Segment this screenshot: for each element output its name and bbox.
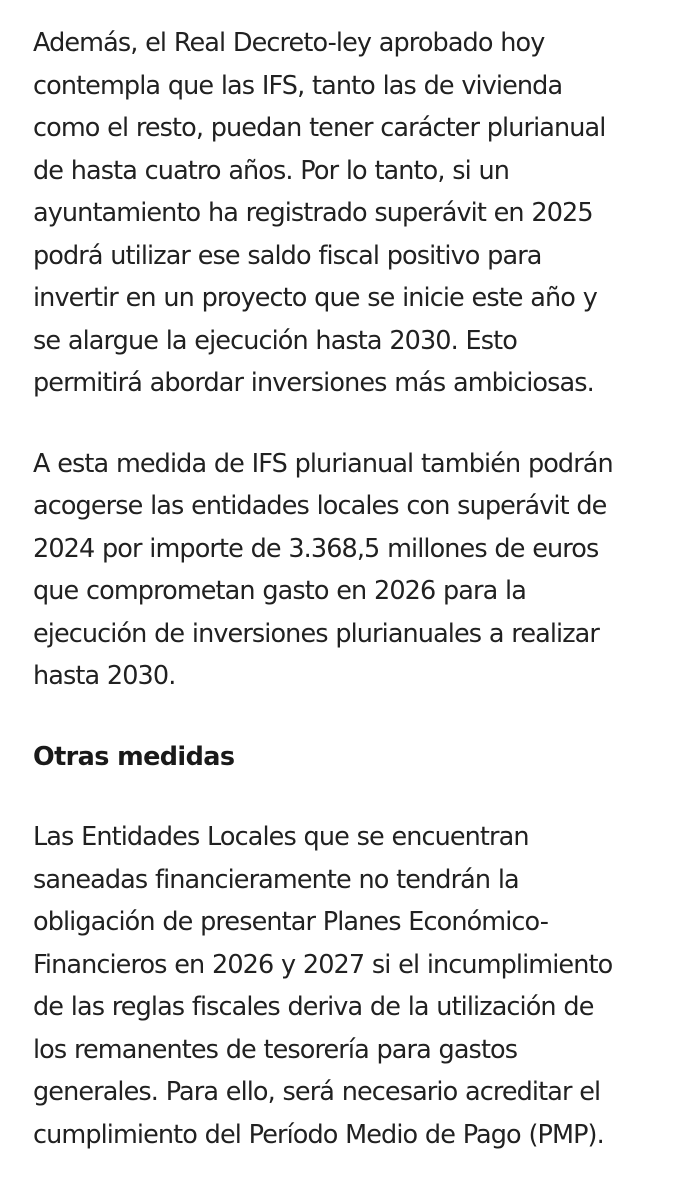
paragraph-line: ejecución de inversiones plurianuales a realizar	[33, 618, 599, 649]
section-heading: Otras medidas	[33, 741, 235, 772]
paragraph-line: generales. Para ello, será necesario acreditar el	[33, 1077, 601, 1107]
paragraph-line: permitirá abordar inversiones más ambiciosas.	[33, 368, 594, 398]
paragraph-line: de hasta cuatro años. Por lo tanto, si un	[33, 155, 510, 186]
paragraph-line: Además, el Real Decreto-ley aprobado hoy	[33, 28, 545, 58]
paragraph-line: obligación de presentar Planes Económico-	[33, 907, 549, 937]
paragraph-line: A esta medida de IFS plurianual también podrán	[33, 448, 613, 479]
paragraph-line: de las reglas fiscales deriva de la utilización de	[33, 992, 594, 1022]
paragraph-plurianual-ifs	[33, 22, 658, 405]
paragraph-line: Financieros en 2026 y 2027 si el incumplimiento	[33, 949, 613, 980]
paragraph-line: cumplimiento del Período Medio de Pago (PMP).	[33, 1119, 604, 1150]
paragraph-line: como el resto, puedan tener carácter plurianual	[33, 113, 606, 143]
paragraph-line: podrá utilizar ese saldo fiscal positivo para	[33, 240, 542, 271]
paragraph-line: se alargue la ejecución hasta 2030. Esto	[33, 325, 517, 356]
paragraph-otras-medidas	[33, 816, 658, 1156]
paragraph-line: 2024 por importe de 3.368,5 millones de euros	[33, 533, 599, 564]
paragraph-line: ayuntamiento ha registrado superávit en 2025	[33, 198, 593, 228]
paragraph-superavit-2024	[33, 443, 658, 698]
paragraph-line: contempla que las IFS, tanto las de vivienda	[33, 70, 563, 101]
paragraph-line: saneadas financieramente no tendrán la	[33, 864, 519, 895]
paragraph-line: acogerse las entidades locales con superávit de	[33, 491, 607, 521]
paragraph-line: hasta 2030.	[33, 661, 176, 691]
paragraph-line: que comprometan gasto en 2026 para la	[33, 576, 526, 606]
paragraph-line: los remanentes de tesorería para gastos	[33, 1034, 518, 1065]
paragraph-line: invertir en un proyecto que se inicie este año y	[33, 283, 597, 313]
paragraph-line: Las Entidades Locales que se encuentran	[33, 822, 529, 852]
article-body	[33, 22, 658, 1194]
